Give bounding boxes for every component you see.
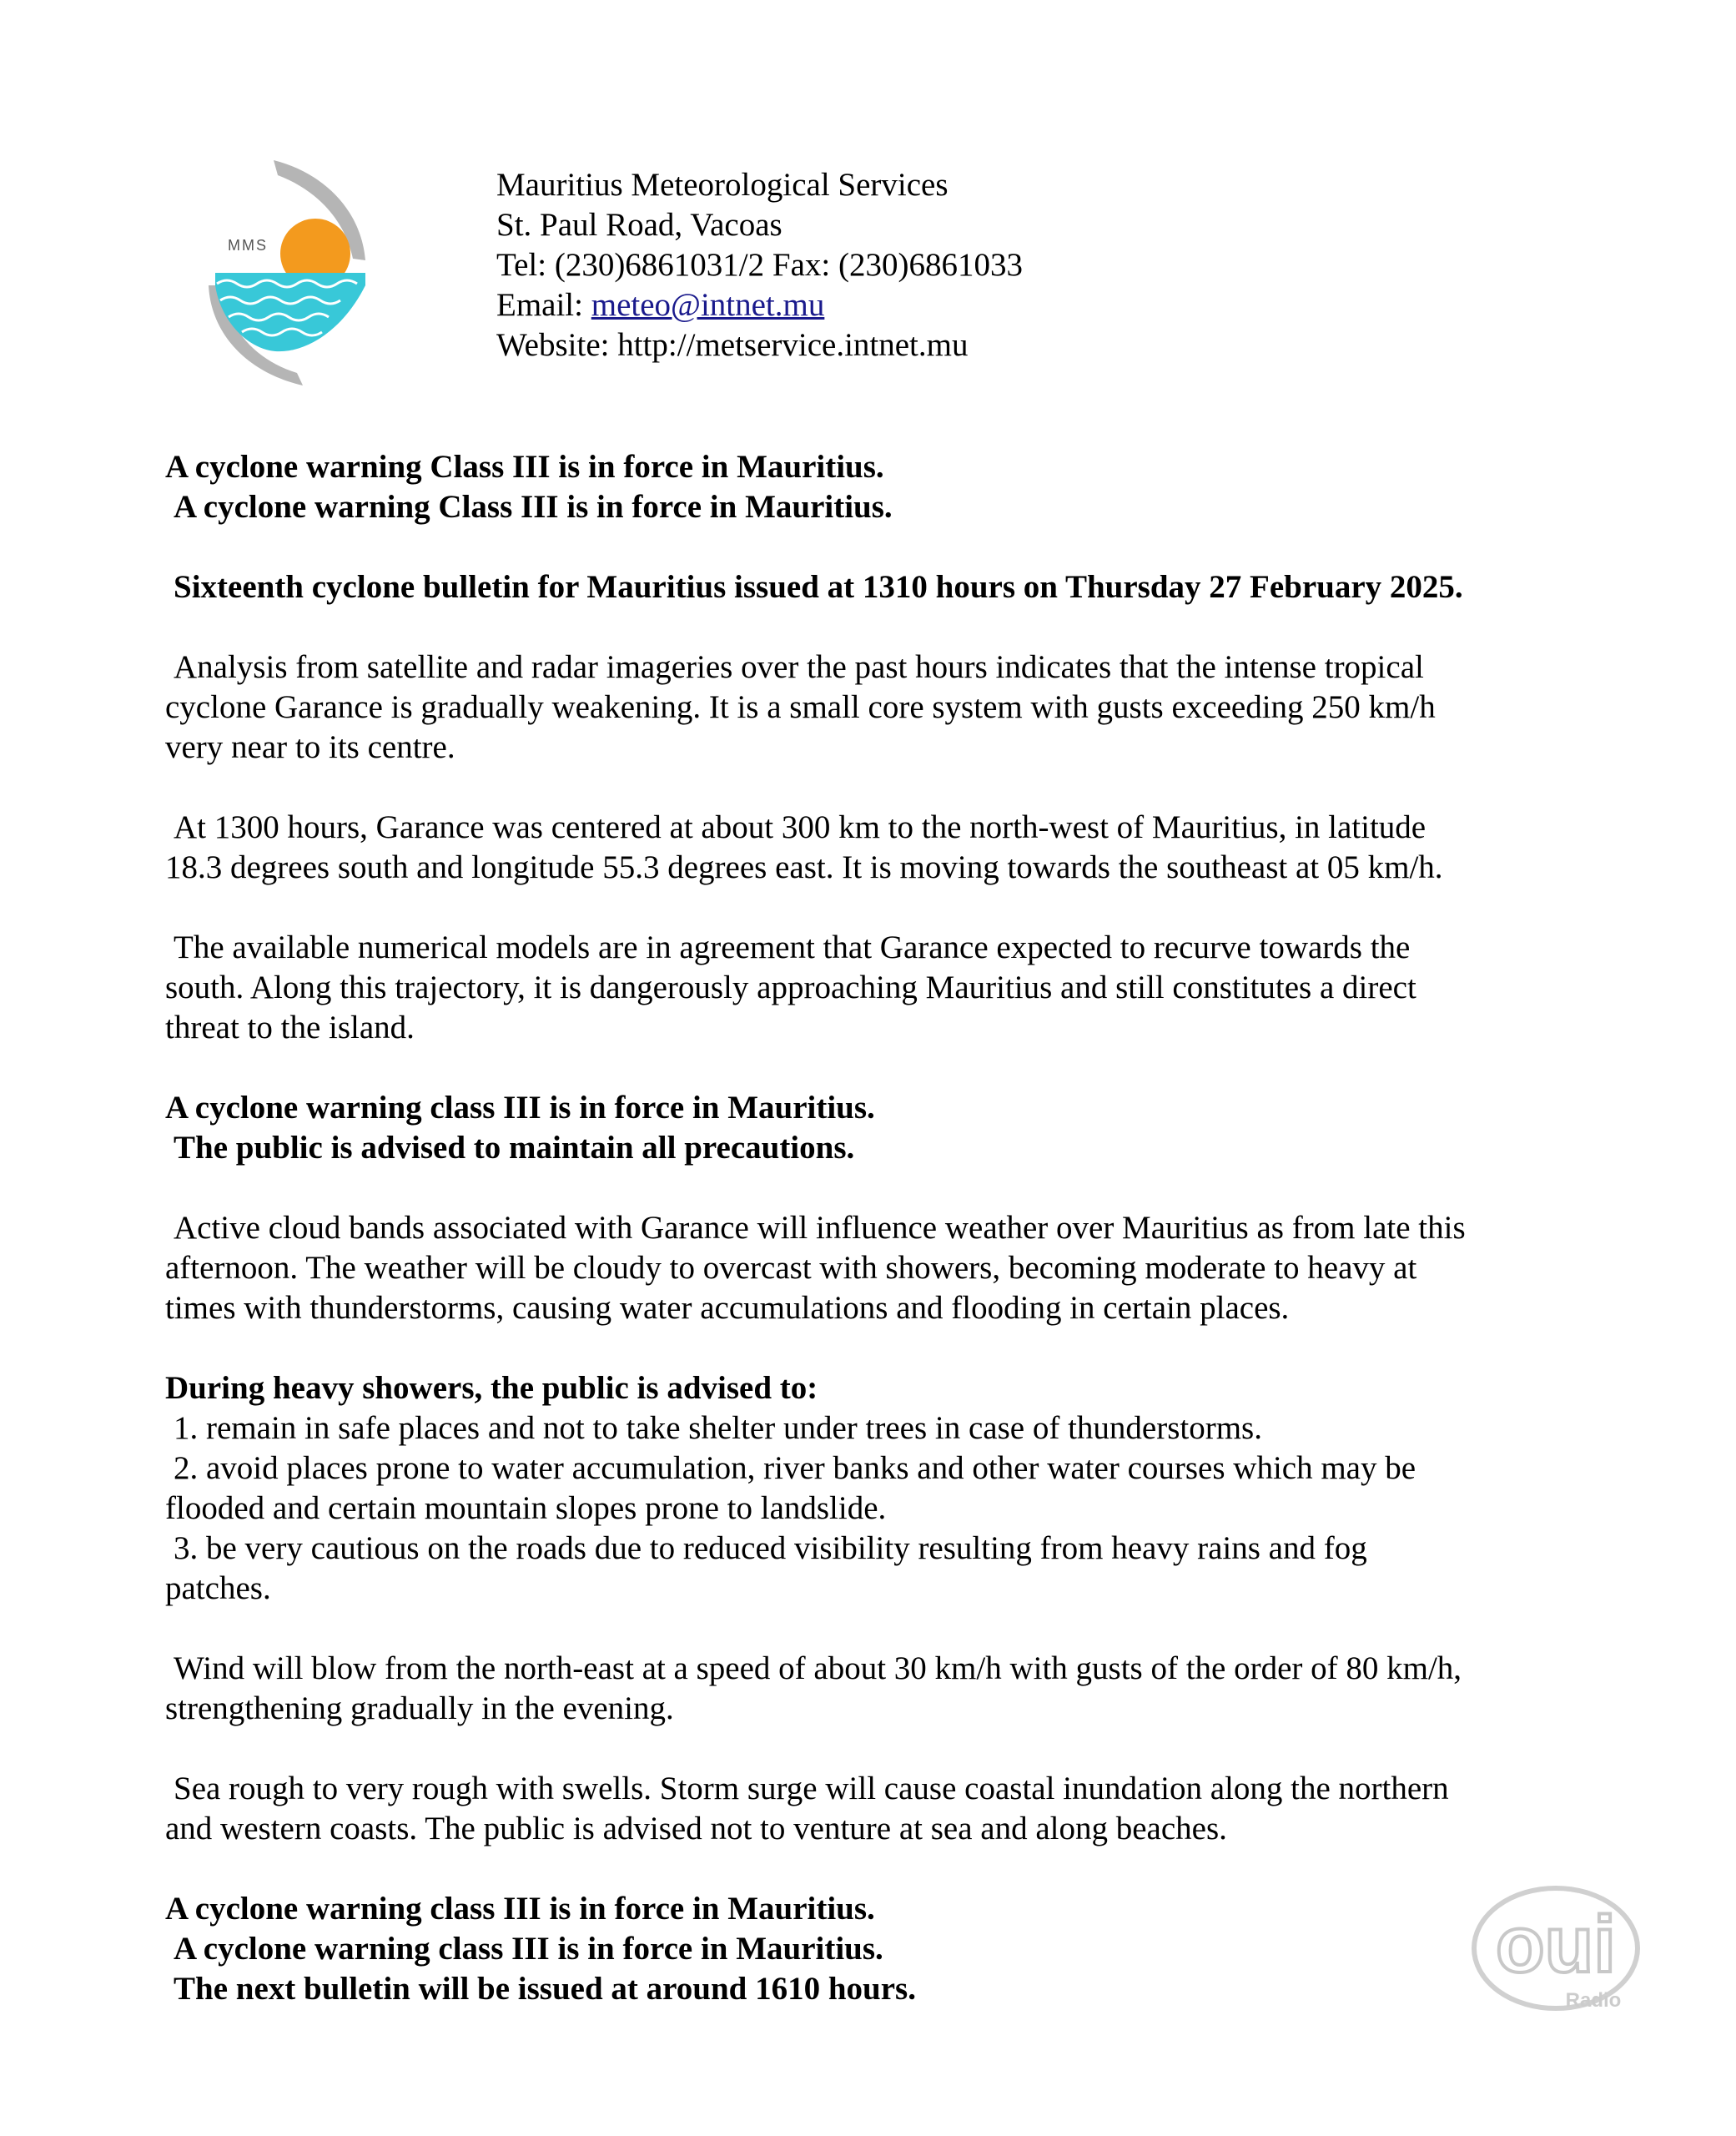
text-line: The available numerical models are in agreement that Garance expected to recurve towards the (174, 929, 1411, 965)
text-line: Sea rough to very rough with swells. Storm surge will cause coastal inundation along the northern (174, 1771, 1449, 1806)
warning-line-3: A cyclone warning class III is in force in Mauritius. (165, 1090, 875, 1126)
org-name: Mauritius Meteorological Services (496, 167, 949, 203)
text-line: At 1300 hours, Garance was centered at about 300 km to the north-west of Mauritius, in latitude (174, 809, 1427, 845)
text-line: afternoon. The weather will be cloudy to overcast with showers, becoming moderate to heavy at (165, 1250, 1417, 1286)
radio-watermark (1468, 1882, 1643, 2023)
text-line: cyclone Garance is gradually weakening. It is a small core system with gusts exceeding 250 km/h (165, 689, 1436, 725)
advice-heading: During heavy showers, the public is advised to: (165, 1370, 818, 1406)
text-line: very near to its centre. (165, 729, 455, 765)
org-website: Website: http://metservice.intnet.mu (496, 327, 969, 363)
warning-line-5: A cyclone warning class III is in force in Mauritius. (174, 1931, 883, 1967)
text-line: Wind will blow from the north-east at a speed of about 30 km/h with gusts of the order of 80 km/h, (174, 1650, 1462, 1686)
org-phone-fax: Tel: (230)6861031/2 Fax: (230)6861033 (496, 247, 1023, 283)
warning-line-2: A cyclone warning Class III is in force in Mauritius. (174, 489, 893, 525)
advice-item-3-cont: patches. (165, 1570, 271, 1606)
next-bulletin-line: The next bulletin will be issued at around 1610 hours. (174, 1971, 916, 2007)
paragraph-analysis (165, 647, 1583, 768)
advice-item-2-cont: flooded and certain mountain slopes prone to landslide. (165, 1490, 887, 1526)
org-address: St. Paul Road, Vacoas (496, 207, 782, 243)
precautions-line: The public is advised to maintain all precautions. (174, 1130, 855, 1166)
bulletin-body (165, 447, 1583, 2009)
org-email-line (496, 285, 1023, 325)
text-line: Analysis from satellite and radar imageries over the past hours indicates that the intense tropical (174, 649, 1424, 685)
paragraph-weather (165, 1208, 1583, 1328)
warning-line-4: A cyclone warning class III is in force in Mauritius. (165, 1891, 875, 1927)
bulletin-title: Sixteenth cyclone bulletin for Mauritius issued at 1310 hours on Thursday 27 February 2025. (174, 569, 1463, 605)
advice-item-1: 1. remain in safe places and not to take shelter under trees in case of thunderstorms. (174, 1410, 1262, 1446)
text-line: south. Along this trajectory, it is dangerously approaching Mauritius and still constitutes a direct (165, 970, 1416, 1005)
text-line: threat to the island. (165, 1010, 415, 1045)
contact-header (496, 165, 1023, 365)
text-line: Active cloud bands associated with Garance will influence weather over Mauritius as from late this (174, 1210, 1466, 1246)
advice-item-3: 3. be very cautious on the roads due to reduced visibility resulting from heavy rains and fog (174, 1530, 1367, 1566)
text-line: 18.3 degrees south and longitude 55.3 degrees east. It is moving towards the southeast at 05 km/h. (165, 849, 1443, 885)
email-link[interactable]: meteo@intnet.mu (591, 287, 825, 323)
warning-line-1: A cyclone warning Class III is in force in Mauritius. (165, 449, 884, 485)
advice-item-2: 2. avoid places prone to water accumulation, river banks and other water courses which may be (174, 1450, 1416, 1486)
email-label: Email: (496, 287, 591, 323)
text-line: and western coasts. The public is advised not to venture at sea and along beaches. (165, 1811, 1227, 1846)
paragraph-wind (165, 1649, 1583, 1729)
text-line: times with thunderstorms, causing water accumulations and flooding in certain places. (165, 1290, 1290, 1326)
paragraph-models (165, 928, 1583, 1048)
paragraph-sea (165, 1769, 1583, 1849)
advice-list (165, 1408, 1583, 1609)
paragraph-position (165, 808, 1583, 888)
watermark-sub: Radio (1565, 1989, 1622, 2012)
text-line: strengthening gradually in the evening. (165, 1690, 674, 1726)
logo-text: MMS (228, 237, 268, 254)
mms-logo (199, 160, 374, 387)
watermark-brand: oui (1496, 1900, 1616, 1989)
